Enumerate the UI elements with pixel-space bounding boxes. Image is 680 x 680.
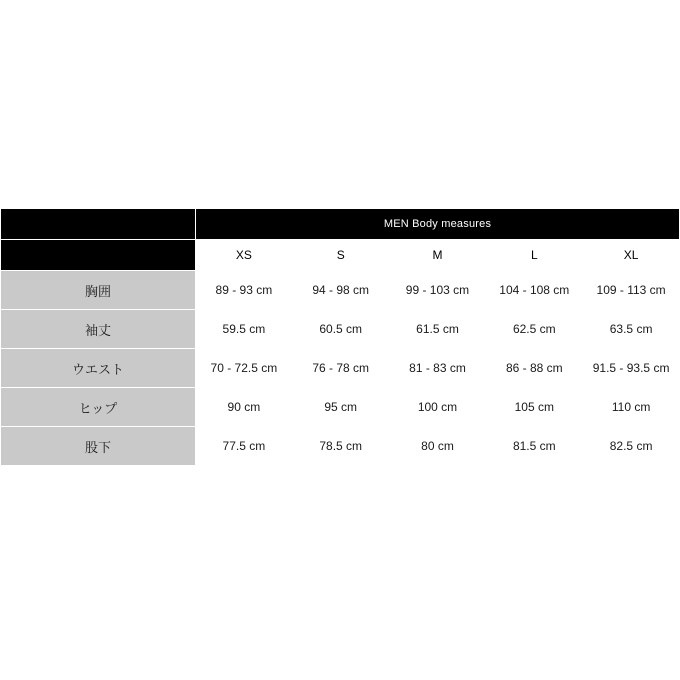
row-label-chest: 胸囲 bbox=[1, 271, 196, 310]
cell-inseam-s: 78.5 cm bbox=[292, 427, 389, 466]
column-header-s: S bbox=[292, 240, 389, 271]
cell-sleeve-m: 61.5 cm bbox=[389, 310, 486, 349]
column-header-l: L bbox=[486, 240, 583, 271]
cell-waist-l: 86 - 88 cm bbox=[486, 349, 583, 388]
table-header-row bbox=[1, 240, 680, 271]
table-title-row bbox=[1, 209, 680, 240]
column-header-xs: XS bbox=[196, 240, 293, 271]
cell-chest-l: 104 - 108 cm bbox=[486, 271, 583, 310]
cell-waist-m: 81 - 83 cm bbox=[389, 349, 486, 388]
row-label-inseam: 股下 bbox=[1, 427, 196, 466]
table-row bbox=[1, 388, 680, 427]
cell-inseam-xs: 77.5 cm bbox=[196, 427, 293, 466]
cell-hip-m: 100 cm bbox=[389, 388, 486, 427]
row-label-hip: ヒップ bbox=[1, 388, 196, 427]
table-title: MEN Body measures bbox=[196, 209, 680, 240]
row-label-sleeve: 袖丈 bbox=[1, 310, 196, 349]
size-chart-container bbox=[0, 208, 680, 466]
cell-inseam-xl: 82.5 cm bbox=[583, 427, 680, 466]
cell-hip-xl: 110 cm bbox=[583, 388, 680, 427]
cell-waist-xl: 91.5 - 93.5 cm bbox=[583, 349, 680, 388]
table-row bbox=[1, 427, 680, 466]
table-row bbox=[1, 310, 680, 349]
cell-sleeve-l: 62.5 cm bbox=[486, 310, 583, 349]
cell-sleeve-xs: 59.5 cm bbox=[196, 310, 293, 349]
cell-sleeve-xl: 63.5 cm bbox=[583, 310, 680, 349]
cell-hip-l: 105 cm bbox=[486, 388, 583, 427]
header-row-spacer bbox=[1, 240, 196, 271]
cell-hip-xs: 90 cm bbox=[196, 388, 293, 427]
cell-chest-s: 94 - 98 cm bbox=[292, 271, 389, 310]
cell-waist-xs: 70 - 72.5 cm bbox=[196, 349, 293, 388]
title-row-spacer bbox=[1, 209, 196, 240]
column-header-xl: XL bbox=[583, 240, 680, 271]
cell-chest-xl: 109 - 113 cm bbox=[583, 271, 680, 310]
cell-sleeve-s: 60.5 cm bbox=[292, 310, 389, 349]
column-header-m: M bbox=[389, 240, 486, 271]
table-row bbox=[1, 349, 680, 388]
cell-chest-xs: 89 - 93 cm bbox=[196, 271, 293, 310]
cell-chest-m: 99 - 103 cm bbox=[389, 271, 486, 310]
table-row bbox=[1, 271, 680, 310]
cell-inseam-l: 81.5 cm bbox=[486, 427, 583, 466]
row-label-waist: ウエスト bbox=[1, 349, 196, 388]
size-measurements-table bbox=[0, 208, 680, 466]
cell-waist-s: 76 - 78 cm bbox=[292, 349, 389, 388]
cell-inseam-m: 80 cm bbox=[389, 427, 486, 466]
cell-hip-s: 95 cm bbox=[292, 388, 389, 427]
